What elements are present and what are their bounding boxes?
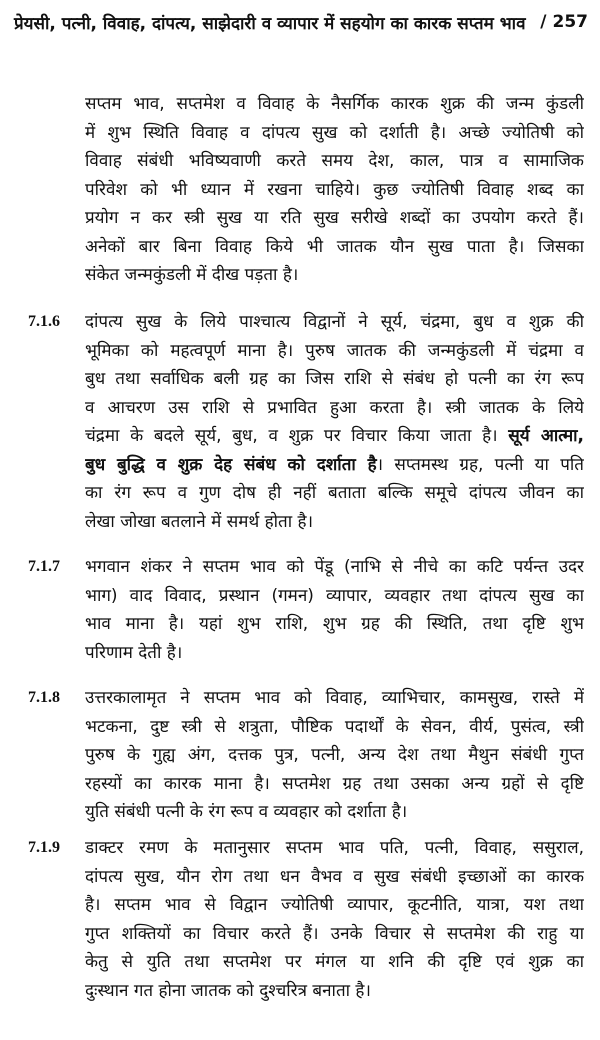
running-header-title: प्रेयसी, पत्नी, विवाह, दांपत्य, साझेदारी व व्यापार में सहयोग का कारक सप्तम भाव bbox=[14, 13, 526, 34]
text-line: सप्तम भाव, सप्तमेश व विवाह के नैसर्गिक कारक शुक्र की जन्म कुंडली bbox=[85, 94, 584, 114]
text-line: दांपत्य सुख के लिये पाश्चात्य विद्वानों ने सूर्य, चंद्रमा, बुध व शुक्र की bbox=[85, 312, 584, 332]
text-line: दुःस्थान गत होना जातक को दुश्चरित्र बनाता है। bbox=[85, 980, 371, 1001]
paragraph-text bbox=[85, 684, 584, 827]
running-header bbox=[14, 8, 588, 36]
text-line: भाव माना है। यहां शुभ राशि, शुभ ग्रह की स्थिति, तथा दृष्टि शुभ bbox=[85, 614, 584, 634]
page-number-group bbox=[540, 12, 588, 32]
paragraph-text bbox=[85, 834, 584, 1005]
text-line: गुप्त शक्तियों का विचार करते हैं। उनके विचार से सप्तमेश की राहु या bbox=[85, 923, 584, 944]
paragraph-text bbox=[85, 553, 584, 667]
header-separator: / bbox=[540, 12, 547, 32]
text-line: बुध तथा सर्वाधिक बली ग्रह का जिस राशि से संबंध हो पत्नी का रंग रूप bbox=[85, 369, 584, 389]
paragraph-text bbox=[85, 308, 584, 536]
text-segment: चंद्रमा के बदले सूर्य, बुध, व शुक्र पर विचार किया जाता है। bbox=[85, 426, 509, 446]
text-line: अनेकों बार बिना विवाह किये भी जातक यौन सुख पाता है। जिसका bbox=[85, 236, 584, 257]
text-segment: । सप्तमस्थ ग्रह, पत्नी या पति bbox=[376, 454, 584, 475]
paragraph-text bbox=[85, 90, 584, 290]
text-line: पुरुष के गुह्य अंग, दत्तक पुत्र, पत्नी, अन्य देश तथा मैथुन संबंधी गुप्त bbox=[85, 745, 584, 765]
intro-paragraph bbox=[28, 90, 584, 290]
section-number: 7.1.6 bbox=[28, 313, 60, 330]
section-number: 7.1.9 bbox=[28, 839, 60, 856]
section-7-1-8 bbox=[28, 684, 584, 827]
text-line: व आचरण उस राशि से प्रभावित हुआ करता है। स्त्री जातक के लिये bbox=[85, 397, 584, 418]
bold-text: बुध बुद्धि व शुक्र देह संबंध को दर्शाता है bbox=[85, 454, 377, 475]
text-line: भूमिका को महत्वपूर्ण माना है। पुरुष जातक की जन्मकुंडली में चंद्रमा व bbox=[85, 340, 584, 361]
text-line: में शुभ स्थिति विवाह व दांपत्य सुख को दर्शाती है। अच्छे ज्योतिषी को bbox=[85, 122, 584, 143]
text-line: डाक्टर रमण के मतानुसार सप्तम भाव पति, पत्नी, विवाह, ससुराल, bbox=[85, 838, 584, 858]
text-line: परिणाम देती है। bbox=[85, 642, 183, 663]
text-line: दांपत्य सुख, यौन रोग तथा धन वैभव व सुख संबंधी इच्छाओं का कारक bbox=[85, 866, 584, 887]
text-line: युति संबंधी पत्नी के रंग रूप व व्यवहार को दर्शाता है। bbox=[85, 802, 408, 822]
section-number: 7.1.8 bbox=[28, 689, 60, 706]
text-line: रहस्यों का कारक माना है। सप्तमेश ग्रह तथा उसका अन्य ग्रहों से दृष्टि bbox=[85, 773, 584, 794]
page-number: 257 bbox=[552, 12, 588, 32]
text-line: प्रयोग न कर स्त्री सुख या रति सुख सरीखे शब्दों का उपयोग करते हैं। bbox=[85, 208, 584, 228]
section-7-1-9 bbox=[28, 834, 584, 1005]
text-line: का रंग रूप व गुण दोष ही नहीं बताता बल्कि समूचे दांपत्य जीवन का bbox=[85, 483, 584, 503]
section-number: 7.1.7 bbox=[28, 558, 60, 575]
text-line: भटकना, दुष्ट स्त्री से शत्रुता, पौष्टिक पदार्थों के सेवन, वीर्य, पुसंत्व, स्त्री bbox=[85, 716, 584, 737]
section-7-1-7 bbox=[28, 553, 584, 667]
text-line bbox=[85, 422, 584, 451]
text-line: भाग) वाद विवाद, प्रस्थान (गमन) व्यापार, व्यवहार तथा दांपत्य सुख का bbox=[85, 585, 584, 606]
text-line: संकेत जन्मकुंडली में दीख पड़ता है। bbox=[85, 265, 299, 285]
text-line: विवाह संबंधी भविष्यवाणी करते समय देश, काल, पात्र व सामाजिक bbox=[85, 151, 584, 171]
text-line: केतु से युति तथा सप्तमेश पर मंगल या शनि की दृष्टि एवं शुक्र का bbox=[85, 952, 584, 972]
section-7-1-6 bbox=[28, 308, 584, 536]
text-line: लेखा जोखा बतलाने में समर्थ होता है। bbox=[85, 511, 314, 532]
text-line bbox=[85, 451, 584, 480]
text-line: भगवान शंकर ने सप्तम भाव को पेंडू (नाभि से नीचे का कटि पर्यन्त उदर bbox=[85, 557, 584, 577]
text-line: उत्तरकालामृत ने सप्तम भाव को विवाह, व्याभिचार, कामसुख, रास्ते में bbox=[85, 688, 584, 708]
text-line: परिवेश को भी ध्यान में रखना चाहिये। कुछ ज्योतिषी विवाह शब्द का bbox=[85, 179, 584, 200]
text-line: है। सप्तम भाव से विद्वान ज्योतिषी व्यापार, कूटनीति, यात्रा, यश तथा bbox=[85, 895, 584, 915]
bold-text: सूर्य आत्मा, bbox=[508, 426, 584, 446]
